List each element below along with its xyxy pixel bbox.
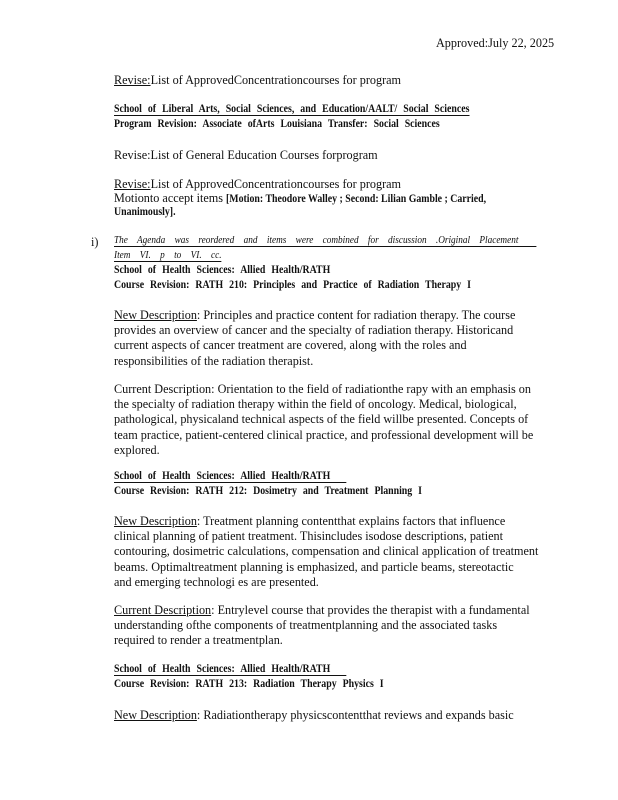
- agenda-note-text-1: The Agenda was reordered and items were combined for discussion .Original Placement: [114, 235, 536, 247]
- rath210-current-desc-line: pathological, physicaland technical aspects of the field willbe presented. Concepts of: [114, 412, 529, 427]
- motion-details: [Motion: Theodore Walley ; Second: Lilian Gamble ; Carried,: [226, 193, 487, 205]
- program-revision: Program Revision: Associate ofArts Louisiana Transfer: Social Sciences: [114, 118, 440, 130]
- rath210-new-desc-line: provides an overview of cancer and the specialty of radiation therapy. Historicand: [114, 323, 514, 338]
- school-health-sciences-213: [114, 663, 346, 676]
- current-description-label-212: Current Description: [114, 603, 212, 617]
- rath212-new-desc-line: beams. Optimaltreatment planning is emphasized, and particle beams, stereotactic: [114, 559, 514, 574]
- school-213-text: School of Health Sciences: Allied Health/RATH: [114, 663, 346, 676]
- agenda-note-text-2: Item VI. p to VI. cc.: [114, 250, 222, 261]
- rath213-new-description: [114, 708, 544, 723]
- desc-text: : Principles and practice content for radiation therapy. The course: [196, 308, 516, 322]
- list-marker-i: i): [91, 235, 99, 249]
- rath210-current-desc-line: team practice, patient-centered clinical practice, and professional development will be: [114, 427, 534, 442]
- agenda-note-line-2: [114, 250, 222, 262]
- school-health-sciences-212: [114, 470, 346, 483]
- new-description-label-213: New Description: [114, 708, 197, 722]
- rath212-new-description: [114, 514, 544, 590]
- school-heading-text: School of Liberal Arts, Social Sciences, and Education/AALT/ Social Sciences: [114, 103, 470, 115]
- school-212-text: School of Health Sciences: Allied Health/RATH: [114, 470, 346, 483]
- new-description-label: New Description: [114, 308, 197, 322]
- motion-text: Motionto accept items: [114, 191, 227, 205]
- school-liberal-arts-heading: [114, 103, 484, 116]
- approval-date: Approved:July 22, 2025: [436, 36, 555, 50]
- revise-text-2: List of ApprovedConcentrationcourses for program: [150, 177, 402, 191]
- motion-result: Unanimously].: [114, 206, 176, 218]
- revise-concentration-line-2: [114, 177, 401, 192]
- rath210-current-desc-line: explored.: [114, 442, 160, 457]
- rath210-new-desc-line: current aspects of cancer treatment are covered, along with the roles and: [114, 338, 467, 353]
- rath212-new-desc-line: [114, 514, 544, 529]
- rath212-current-desc-line: understanding ofthe components of treatmentplanning and the associated tasks: [114, 618, 498, 633]
- revise-concentration-line: [114, 73, 401, 88]
- motion-line: [114, 191, 522, 207]
- revise-gen-ed-line: Revise:List of General Education Courses forprogram: [114, 148, 378, 162]
- rath212-new-desc-line: and emerging technologi es are presented.: [114, 574, 319, 589]
- rath212-new-desc-line: clinical planning of patient treatment. Thisincludes isodose descriptions, patient: [114, 529, 504, 544]
- rath210-new-desc-line: [114, 308, 544, 323]
- desc-text: : Entrylevel course that provides the therapist with a fundamental: [211, 603, 530, 617]
- rath210-current-desc-line: Current Description: Orientation to the field of radiationthe rapy with an emphasis on: [114, 382, 531, 396]
- course-revision-rath212: Course Revision: RATH 212: Dosimetry and Treatment Planning I: [114, 485, 423, 497]
- revise-text: List of ApprovedConcentrationcourses for program: [150, 73, 402, 87]
- rath212-current-desc-line: [114, 603, 544, 618]
- revise-label-2: Revise:: [114, 177, 151, 191]
- agenda-note-line-1: [114, 235, 536, 247]
- desc-text: : Treatment planning contentthat explains factors that influence: [196, 514, 506, 528]
- new-description-label-212: New Description: [114, 514, 197, 528]
- desc-text: : Radiationtherapy physicscontentthat reviews and expands basic: [196, 708, 514, 722]
- rath210-new-desc-line: responsibilities of the radiation therapist.: [114, 353, 314, 368]
- course-revision-rath213: Course Revision: RATH 213: Radiation Therapy Physics I: [114, 678, 384, 690]
- rath210-new-description: [114, 308, 544, 369]
- rath210-current-desc-line: the specialty of radiation therapy within the field of oncology. Medical, biological,: [114, 397, 517, 412]
- school-health-sciences-210: School of Health Sciences: Allied Health/RATH: [114, 264, 331, 276]
- course-revision-rath210: Course Revision: RATH 210: Principles and Practice of Radiation Therapy I: [114, 279, 471, 291]
- rath212-new-desc-line: contouring, dosimetric calculations, compensation and clinical application of treatment: [114, 544, 539, 559]
- rath212-current-description: [114, 603, 544, 649]
- revise-label: Revise:: [114, 73, 151, 87]
- rath212-current-desc-line: required to render a treatmentplan.: [114, 633, 283, 648]
- rath213-new-desc-line: [114, 708, 544, 723]
- rath210-current-description: [114, 382, 544, 458]
